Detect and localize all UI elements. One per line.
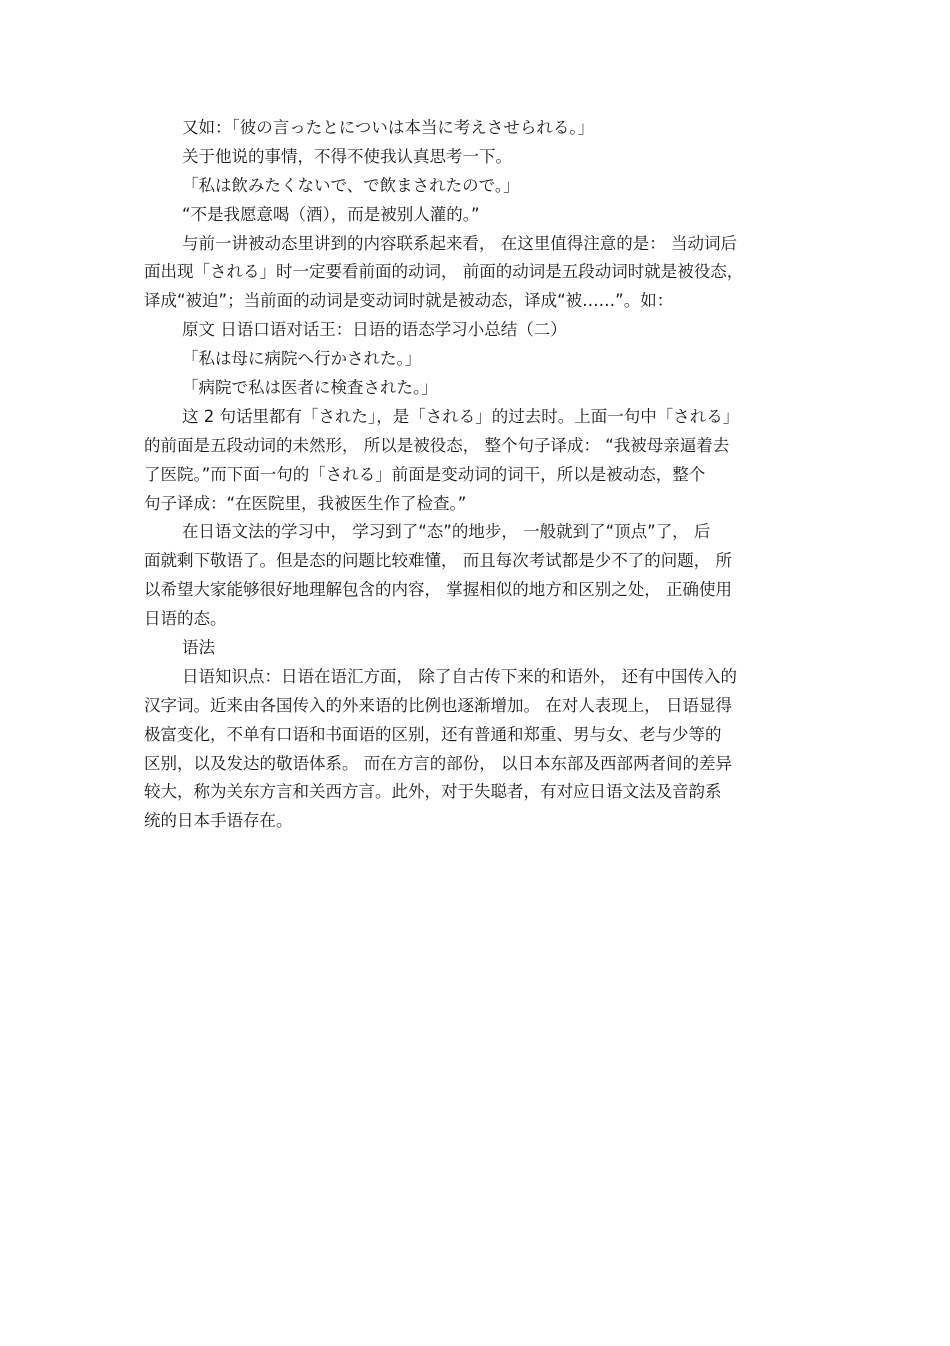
text-line: 译成“被迫”；当前面的动词是变动词时就是被动态，译成“被……”。如：: [144, 291, 674, 311]
text-line: 这 2 句话里都有「された」，是「される」的过去时。上面一句中「される」: [182, 406, 740, 426]
text-line: 在日语文法的学习中， 学习到了“态”的地步， 一般就到了“顶点”了， 后: [182, 522, 711, 542]
text-line: 汉字词。近来由各国传入的外来语的比例也逐渐增加。 在对人表现上， 日语显得: [144, 695, 732, 715]
text-line: 面出现「される」时一定要看前面的动词， 前面的动词是五段动词时就是被役态，: [144, 262, 744, 282]
text-line: 了医院。”而下面一句的「される」前面是变动词的词干，所以是被动态，整个: [144, 464, 706, 484]
text-line: 较大，称为关东方言和关西方言。此外，对于失聪者，有对应日语文法及音韵系: [144, 782, 722, 802]
body-text: [144, 114, 808, 836]
text-line: 「私は母に病院へ行かされた。」: [182, 349, 422, 369]
text-line: 句子译成：“在医院里，我被医生作了检查。”: [144, 493, 467, 513]
text-line: 「私は飲みたくないで、で飲まされたので。」: [182, 175, 520, 195]
text-line: 与前一讲被动态里讲到的内容联系起来看， 在这里值得注意的是： 当动词后: [182, 233, 737, 253]
text-line: “不是我愿意喝（酒），而是被别人灌的。”: [182, 204, 480, 224]
text-line: 「病院で私は医者に検査された。」: [182, 378, 438, 398]
text-line: 的前面是五段动词的未然形， 所以是被役态， 整个句子译成： “我被母亲逼着去: [144, 435, 730, 455]
text-line: 以希望大家能够很好地理解包含的内容， 掌握相似的地方和区别之处， 正确使用: [144, 580, 732, 600]
text-line: 日语的态。: [144, 609, 227, 629]
text-line: 区别，以及发达的敬语体系。 而在方言的部份， 以日本东部及西部两者间的差异: [144, 753, 732, 773]
text-line: 面就剩下敬语了。但是态的问题比较难懂， 而且每次考试都是少不了的问题， 所: [144, 551, 732, 571]
text-line: 语法: [182, 638, 215, 658]
text-line: 关于他说的事情，不得不使我认真思考一下。: [182, 146, 512, 166]
text-line: 统的日本手语存在。: [144, 811, 293, 831]
text-line: 原文 日语口语对话王：日语的语态学习小总结（二）: [182, 320, 567, 340]
text-line: 极富变化，不单有口语和书面语的区别，还有普通和郑重、男与女、老与少等的: [144, 724, 722, 744]
text-line: 日语知识点：日语在语汇方面， 除了自古传下来的和语外， 还有中国传入的: [182, 666, 737, 686]
text-line: 又如：「彼の言ったとについは本当に考えさせられる。」: [182, 118, 595, 137]
